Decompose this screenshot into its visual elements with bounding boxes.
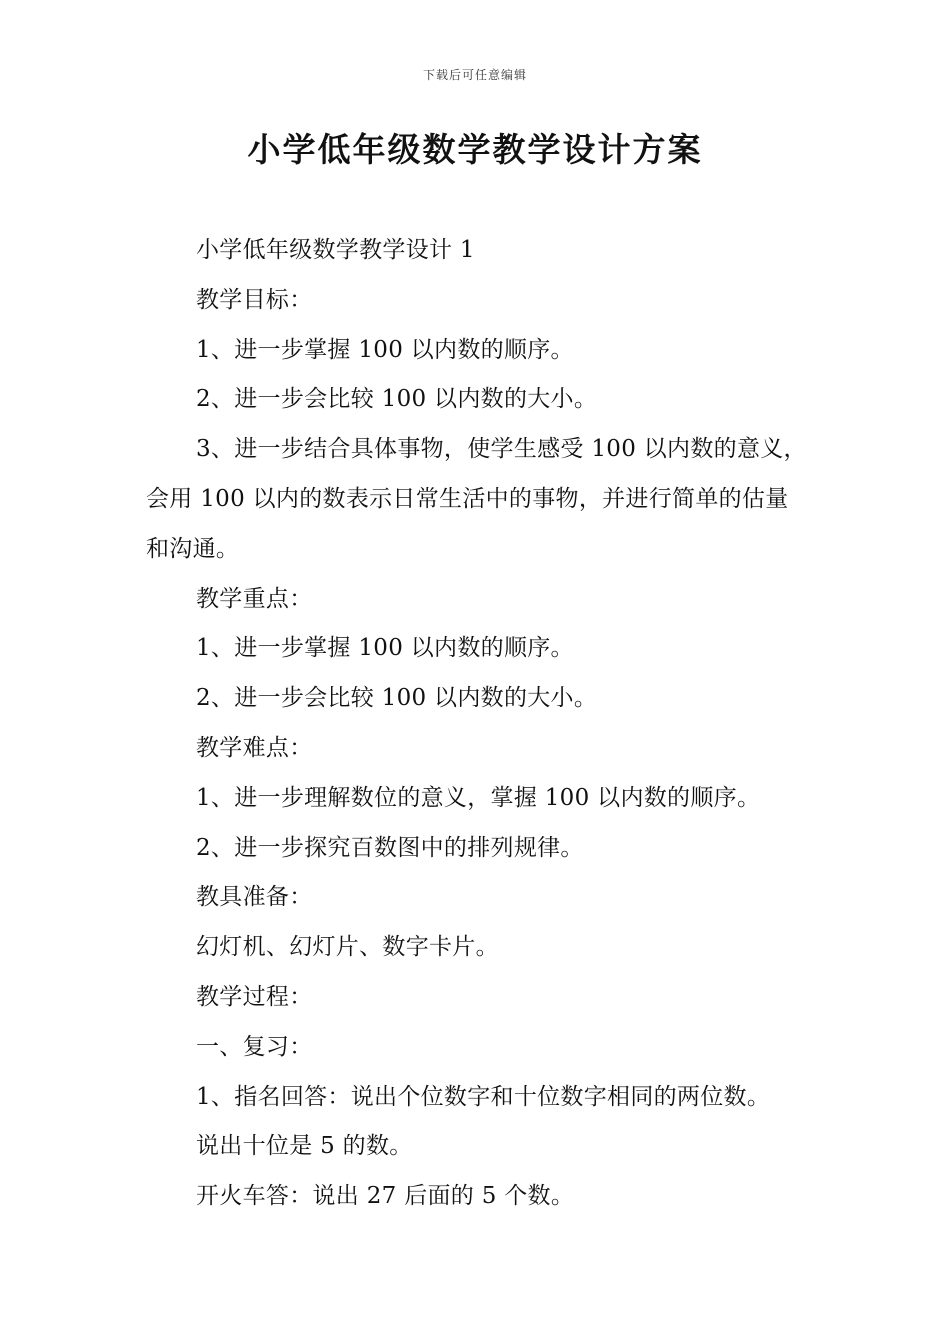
- paragraph: 幻灯机、幻灯片、数字卡片。: [196, 934, 499, 961]
- header-note: 下载后可任意编辑: [422, 68, 527, 82]
- section-heading: 小学低年级数学教学设计 1: [196, 237, 475, 263]
- document-title: 小学低年级数学教学设计方案: [247, 130, 703, 169]
- paragraph: 教具准备：: [196, 884, 313, 911]
- paragraph: 一、复习：: [196, 1033, 313, 1060]
- paragraph: 1、指名回答：说出个位数字和十位数字相同的两位数。: [196, 1083, 771, 1110]
- paragraph: 教学难点：: [196, 734, 313, 761]
- paragraph: 3、进一步结合具体事物，使学生感受 100 以内数的意义，会用 100 以内的数表示日常生活中的事物，并进行简单的估量和沟通。: [146, 436, 807, 562]
- paragraph: 开火车答：说出 27 后面的 5 个数。: [196, 1183, 575, 1210]
- paragraph: 2、进一步会比较 100 以内数的大小。: [196, 386, 598, 413]
- paragraph: 教学目标：: [196, 286, 313, 313]
- paragraph: 1、进一步理解数位的意义，掌握 100 以内数的顺序。: [196, 784, 761, 811]
- paragraph: 2、进一步会比较 100 以内数的大小。: [196, 685, 598, 712]
- paragraph: 1、进一步掌握 100 以内数的顺序。: [196, 336, 574, 363]
- paragraph: 教学重点：: [196, 585, 313, 612]
- paragraph: 教学过程：: [196, 983, 313, 1010]
- paragraph: 2、进一步探究百数图中的排列规律。: [196, 834, 584, 861]
- paragraph: 1、进一步掌握 100 以内数的顺序。: [196, 635, 574, 662]
- document-body: [146, 226, 810, 1222]
- paragraph: 说出十位是 5 的数。: [196, 1133, 413, 1160]
